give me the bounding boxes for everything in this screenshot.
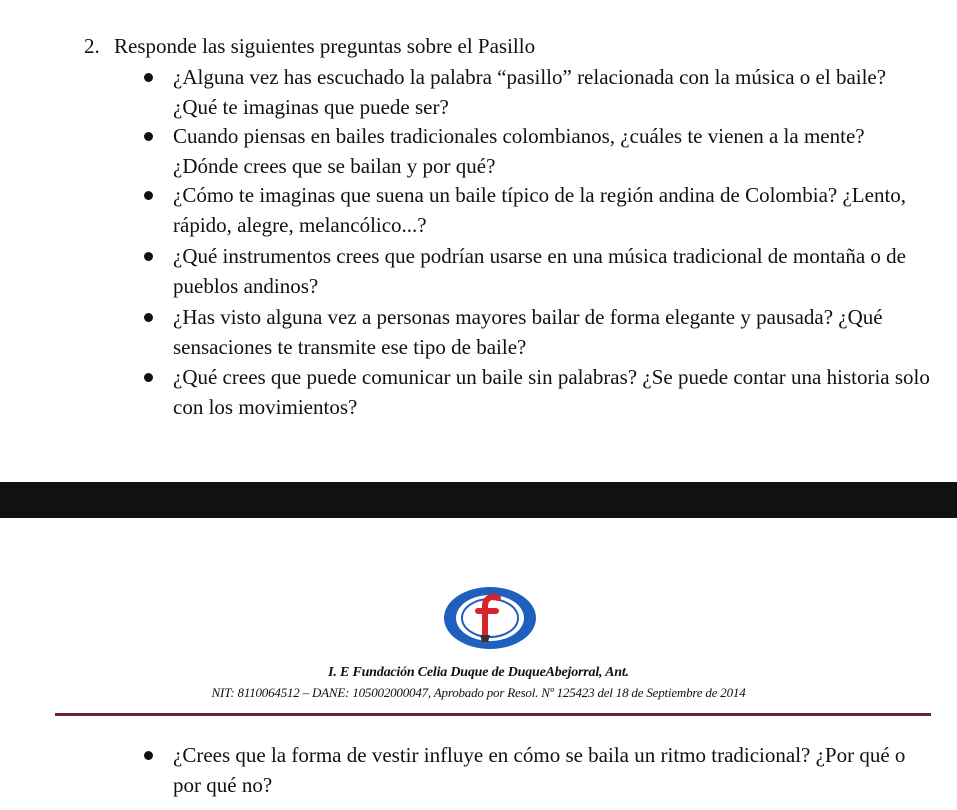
list-item: [173, 241, 933, 301]
list-item: [173, 740, 933, 800]
bullet-dot-icon: [144, 191, 153, 200]
page-break-bar: [0, 482, 957, 518]
list-item: [173, 362, 933, 422]
bullet-dot-icon: [144, 252, 153, 261]
question-number: 2.: [84, 34, 100, 58]
bullet-dot-icon: [144, 313, 153, 322]
question-heading: [84, 32, 535, 60]
list-item: [173, 302, 933, 362]
header-divider: [55, 713, 931, 716]
list-item-text: ¿Qué crees que puede comunicar un baile sin palabras? ¿Se puede contar una historia solo con los movimientos?: [173, 365, 930, 419]
list-item-text: ¿Alguna vez has escuchado la palabra “pasillo” relacionada con la música o el baile? ¿Qué te imaginas que puede ser?: [173, 65, 887, 119]
list-item-text: Cuando piensas en bailes tradicionales colombianos, ¿cuáles te vienen a la mente? ¿Dónde crees que se bailan y por qué?: [173, 124, 865, 178]
bullet-dot-icon: [144, 73, 153, 82]
list-item-text: ¿Has visto alguna vez a personas mayores bailar de forma elegante y pausada? ¿Qué sensaciones te transmite ese tipo de baile?: [173, 305, 883, 359]
school-meta: NIT: 8110064512 – DANE: 105002000047, Aprobado por Resol. Nº 125423 del 18 de Septiembre de 2014: [211, 685, 746, 700]
list-item-text: ¿Cómo te imaginas que suena un baile típico de la región andina de Colombia? ¿Lento, rápido, alegre, melancólico...?: [173, 183, 907, 237]
list-item-text: ¿Crees que la forma de vestir influye en cómo se baila un ritmo tradicional? ¿Por qué o por qué no?: [173, 743, 906, 797]
question-title: Responde las siguientes preguntas sobre el Pasillo: [114, 34, 536, 58]
bullet-dot-icon: [144, 373, 153, 382]
bullet-dot-icon: [144, 132, 153, 141]
list-item: [173, 180, 933, 240]
school-name: I. E Fundación Celia Duque de DuqueAbejorral, Ant.: [328, 665, 629, 680]
list-item: [173, 62, 933, 122]
bullet-dot-icon: [144, 751, 153, 760]
list-item-text: ¿Qué instrumentos crees que podrían usarse en una música tradicional de montaña o de pueblos andinos?: [173, 244, 907, 298]
school-logo-icon: [440, 584, 540, 656]
list-item: [173, 121, 933, 181]
